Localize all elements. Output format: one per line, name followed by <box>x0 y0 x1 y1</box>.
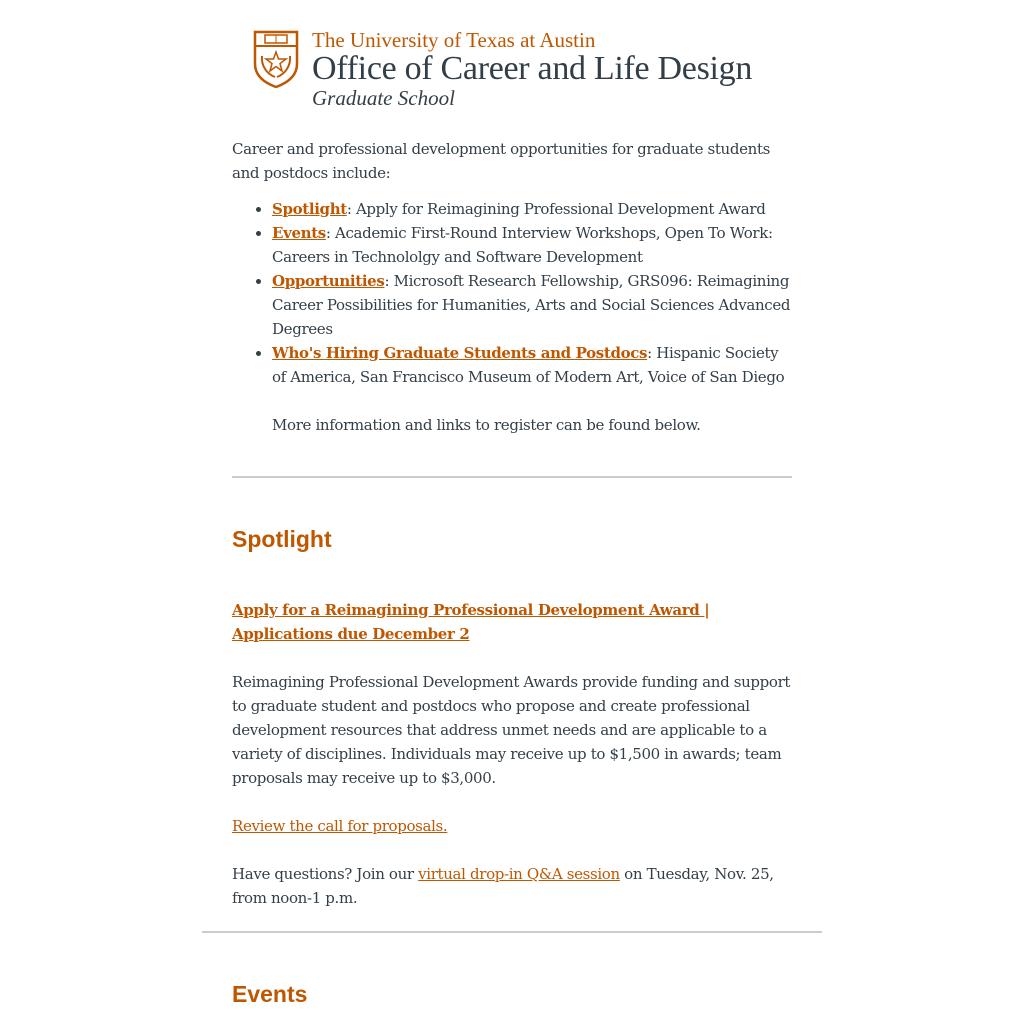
office-name: Office of Career and Life Design <box>312 50 753 87</box>
divider <box>202 931 822 933</box>
list-item <box>272 269 794 341</box>
ut-shield-icon <box>253 30 299 88</box>
qa-session-link[interactable]: virtual drop-in Q&A session <box>418 865 620 883</box>
questions-text <box>232 862 794 910</box>
intro-section <box>232 137 794 437</box>
spotlight-heading: Spotlight <box>232 526 332 552</box>
award-description: Reimagining Professional Development Awards provide funding and support to graduate student and postdocs who propose and create professional development resources that address unmet needs and are applicable to a variety of disciplines. Individuals may receive up to $1,500 in awards; team proposals may receive up to $3,000. <box>232 673 791 787</box>
whos-hiring-link[interactable]: Who's Hiring Graduate Students and Postdocs <box>272 344 648 362</box>
list-item-text: : Microsoft Research Fellowship, GRS096: Reimagining Career Possibilities for Humanities, Arts and Social Sciences Advanced Degrees <box>272 272 791 338</box>
more-info-text: More information and links to register can be found below. <box>272 416 701 434</box>
office-logo <box>253 28 773 112</box>
events-heading: Events <box>232 981 308 1007</box>
spotlight-section <box>232 598 794 934</box>
review-proposals-link[interactable]: Review the call for proposals. <box>232 817 448 835</box>
list-item-text: : Apply for Reimagining Professional Development Award <box>346 200 766 218</box>
divider <box>232 476 792 478</box>
spotlight-link[interactable]: Spotlight <box>272 200 347 218</box>
list-item-text: : Hispanic Society of America, San Francisco Museum of Modern Art, Voice of San Diego <box>272 344 785 386</box>
list-item <box>272 341 794 389</box>
university-name: The University of Texas at Austin <box>312 28 596 52</box>
questions-prefix: Have questions? Join our <box>232 865 419 883</box>
award-title-link[interactable]: Apply for a Reimagining Professional Development Award | Applications due December 2 <box>232 601 710 643</box>
list-item <box>272 221 794 269</box>
list-item-text: : Academic First-Round Interview Workshops, Open To Work: Careers in Technololgy and Software Development <box>272 224 773 266</box>
questions-suffix: on Tuesday, Nov. 25, from noon-1 p.m. <box>232 865 774 907</box>
events-link[interactable]: Events <box>272 224 326 242</box>
opportunities-link[interactable]: Opportunities <box>272 272 385 290</box>
intro-text: Career and professional development opportunities for graduate students and postdocs include: <box>232 140 770 182</box>
list-item <box>272 197 794 221</box>
school-name: Graduate School <box>312 86 455 110</box>
highlights-list <box>232 197 794 389</box>
